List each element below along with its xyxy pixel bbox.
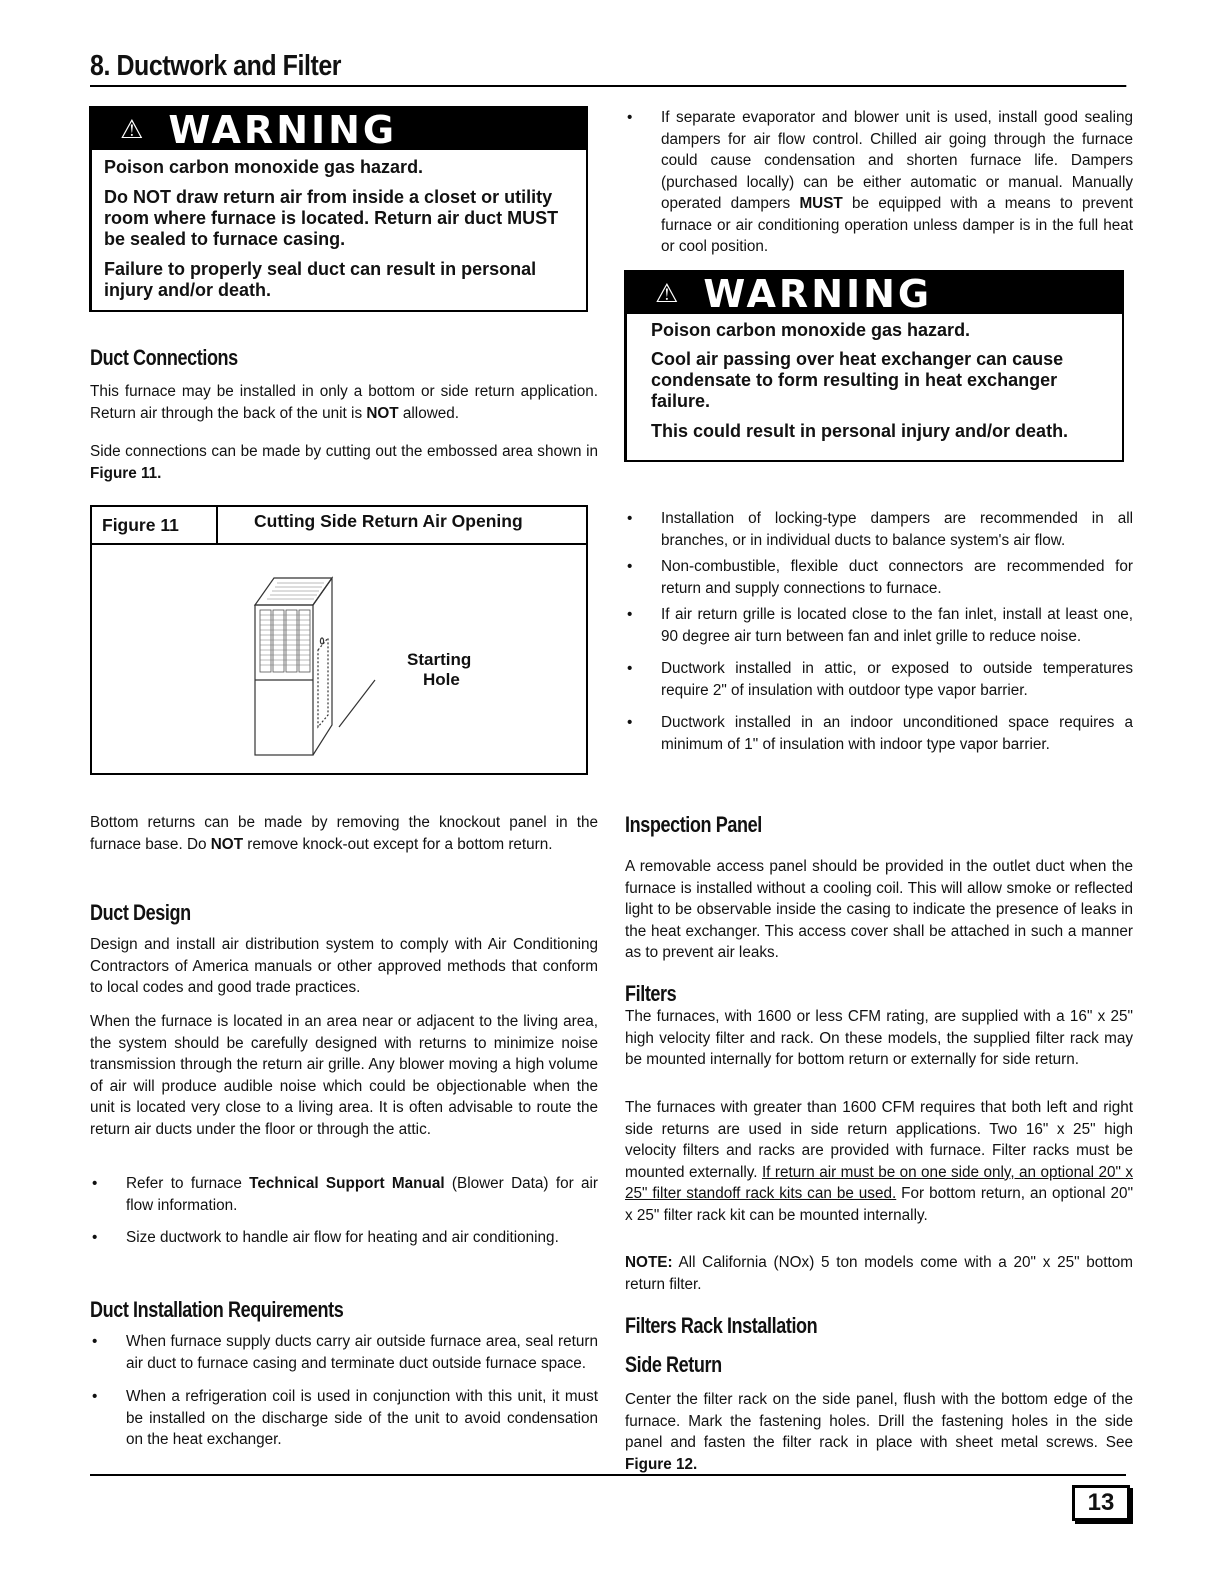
page-title: 8. Ductwork and Filter — [90, 50, 1126, 87]
figure-caption: Cutting Side Return Air Opening — [254, 511, 523, 531]
paragraph: When the furnace is located in an area near or adjacent to the living area, the system should be carefully designed with returns to minimize noise transmission through the return air grille. Any blower moving a high volume of air will produce audible noise which could be objectionable when the unit is located very close to a living area. It is often advisable to route the return air ducts under the floor or through the attic. — [90, 1013, 598, 1138]
list-item: • If separate evaporator and blower unit is used, install good sealing dampers for air flow control. Chilled air going through the furnace could cause condensation and shorten furnace life. Dampers (purchased locally) can be either automatic or manual. Manually operated dampers MUST be equipped with a means to prevent furnace or air conditioning operation unless damper is in the full heat or cool position. — [627, 109, 1133, 255]
heading-filters-rack-installation: Filters Rack Installation — [625, 1313, 818, 1338]
bullet-list — [90, 1331, 598, 1451]
paragraph: The furnaces with greater than 1600 CFM requires that both left and right side returns are used in side return applications. Two 16" x 25" high velocity filters and racks are provided with furnace. Filter racks must be mounted externally. If return air must be on one side only, an optional 20" x 25" filter standoff rack kits can be used. For bottom return, an optional 20" x 25" filter rack kit can be mounted internally. — [625, 1099, 1133, 1224]
list-item: • Ductwork installed in an indoor unconditioned space requires a minimum of 1" of insulation with indoor type vapor barrier. — [627, 714, 1133, 753]
figure-number: Figure 11 — [92, 507, 218, 543]
list-item: • When a refrigeration coil is used in conjunction with this unit, it must be installed on the discharge side of the unit to avoid condensation on the heat exchanger. — [92, 1388, 598, 1448]
paragraph: The furnaces, with 1600 or less CFM rating, are supplied with a 16" x 25" high velocity filter and rack. On these models, the supplied filter rack may be mounted internally for bottom return or externally for side return. — [625, 1008, 1133, 1068]
list-item: • When furnace supply ducts carry air outside furnace area, seal return air duct to furnace casing and terminate duct outside furnace space. — [92, 1333, 598, 1372]
paragraph: Center the filter rack on the side panel, flush with the bottom edge of the furnace. Mark the fastening holes. Drill the fastening holes in the side panel and fasten the filter rack in place with sheet metal screws. See Figure 12. — [625, 1391, 1133, 1473]
list-item: • Non-combustible, flexible duct connectors are recommended for return and supply connections to furnace. — [627, 558, 1133, 597]
paragraph-note: NOTE: All California (NOx) 5 ton models come with a 20" x 25" bottom return filter. — [625, 1254, 1133, 1293]
warning-line: Poison carbon monoxide gas hazard. — [651, 320, 971, 340]
heading-duct-design: Duct Design — [90, 900, 191, 925]
heading-side-return: Side Return — [625, 1352, 722, 1377]
heading-duct-connections: Duct Connections — [90, 345, 238, 370]
warning-box-co-condensate — [624, 270, 1124, 462]
warning-line: Cool air passing over heat exchanger can cause condensate to form resulting in heat exchanger failure. — [651, 349, 1064, 411]
paragraph: Design and install air distribution system to comply with Air Conditioning Contractors of America manuals or other approved methods that conform to local codes and good trade practices. — [90, 936, 598, 996]
bullet-list — [90, 1173, 598, 1249]
list-item: • Ductwork installed in attic, or exposed to outside temperatures require 2" of insulation with outdoor type vapor barrier. — [627, 660, 1133, 699]
warning-line: Do NOT draw return air from inside a closet or utility room where furnace is located. Return air duct MUST be sealed to furnace casing. — [104, 187, 559, 249]
heading-inspection-panel: Inspection Panel — [625, 812, 762, 837]
figure-11 — [90, 505, 588, 775]
warning-triangle-icon: ⚠ — [655, 279, 682, 309]
warning-triangle-icon: ⚠ — [120, 115, 147, 145]
warning-line: This could result in personal injury and/or death. — [651, 421, 1069, 441]
page-number: 13 — [1072, 1485, 1130, 1521]
paragraph: Side connections can be made by cutting out the embossed area shown in Figure 11. — [90, 443, 598, 482]
paragraph: This furnace may be installed in only a bottom or side return application. Return air through the back of the unit is NOT allowed. — [90, 383, 598, 422]
figure-header — [92, 507, 586, 545]
furnace-illustration — [92, 545, 586, 775]
warning-banner — [627, 272, 1122, 314]
warning-line: Poison carbon monoxide gas hazard. — [104, 157, 424, 177]
list-item: • Size ductwork to handle air flow for heating and air conditioning. — [92, 1229, 559, 1246]
bullet-list — [625, 508, 1133, 755]
warning-box-co-closet — [89, 106, 588, 312]
warning-banner — [92, 108, 586, 150]
figure-label-starting-hole: Starting Hole — [407, 650, 472, 689]
heading-duct-installation: Duct Installation Requirements — [90, 1297, 344, 1322]
warning-label: WARNING — [168, 108, 398, 150]
list-item: • Refer to furnace Technical Support Manual (Blower Data) for air flow information. — [92, 1175, 598, 1214]
footer-rule — [90, 1474, 1126, 1476]
heading-filters: Filters — [625, 981, 677, 1006]
bullet-list — [625, 107, 1133, 258]
paragraph: A removable access panel should be provided in the outlet duct when the furnace is installed without a cooling coil. This will allow smoke or reflected light to be observable inside the casing to indicate the presence of leaks in the heat exchanger. This access cover shall be attached in such a manner as to prevent air leaks. — [625, 858, 1133, 961]
list-item: • Installation of locking-type dampers are recommended in all branches, or in individual ducts to balance system's air flow. — [627, 510, 1133, 549]
warning-label: WARNING — [703, 272, 933, 314]
warning-line: Failure to properly seal duct can result in personal injury and/or death. — [104, 259, 537, 300]
paragraph: Bottom returns can be made by removing the knockout panel in the furnace base. Do NOT remove knock-out except for a bottom return. — [90, 814, 598, 853]
list-item: • If air return grille is located close to the fan inlet, install at least one, 90 degree air turn between fan and inlet grille to reduce noise. — [627, 606, 1133, 645]
